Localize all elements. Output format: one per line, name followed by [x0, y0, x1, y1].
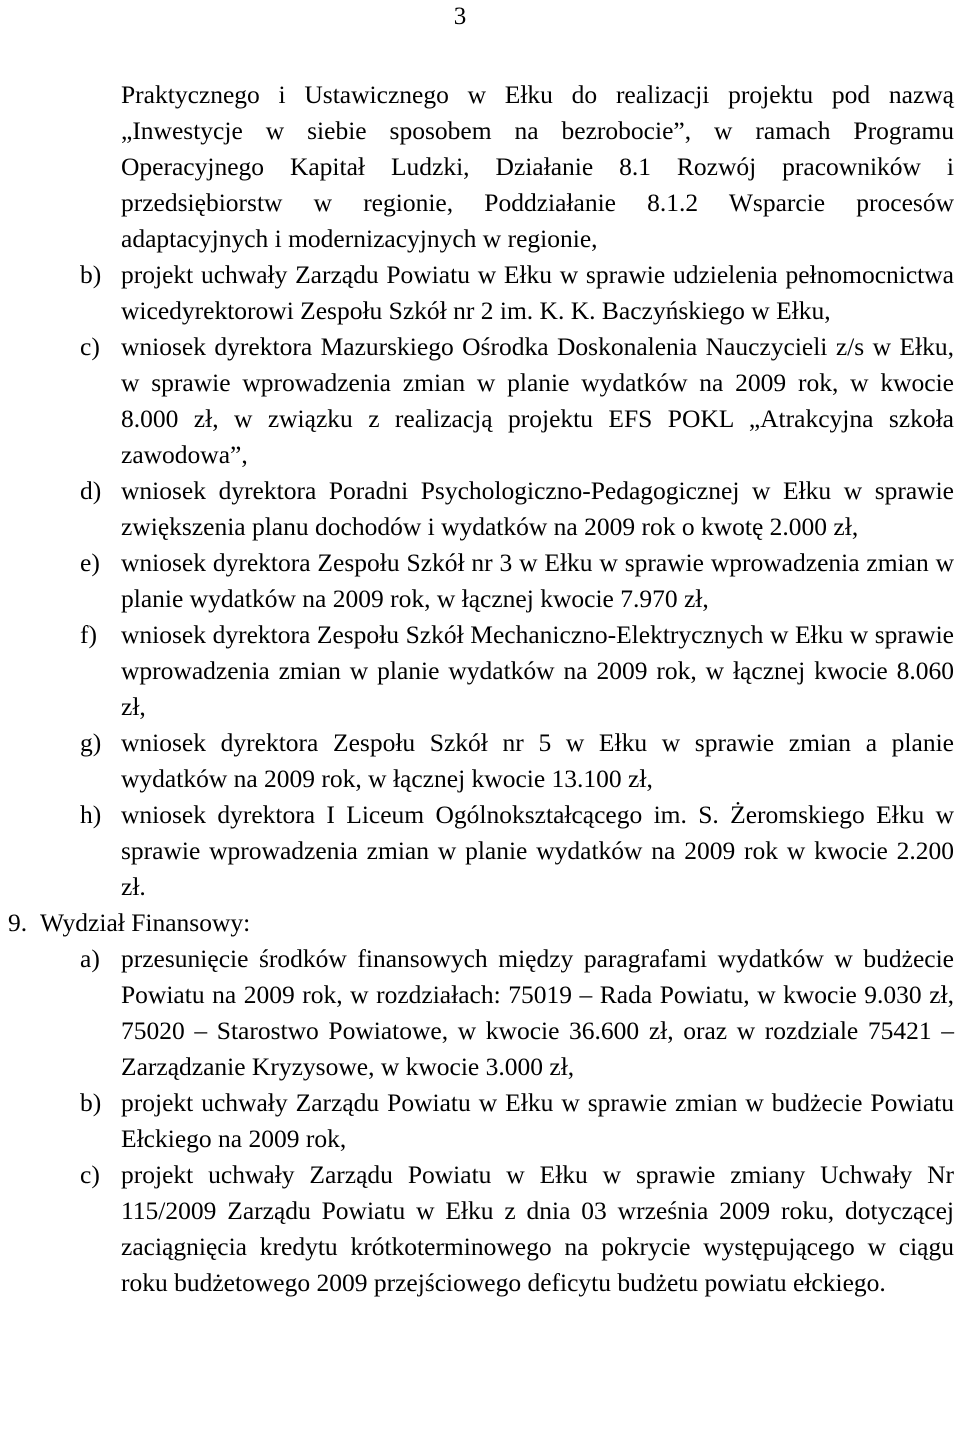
list-marker: e) — [80, 548, 100, 577]
list-section-9 — [0, 941, 960, 1301]
list-item-text: projekt uchwały Zarządu Powiatu w Ełku w sprawie zmiany Uchwały Nr 115/2009 Zarządu Powiatu w Ełku z dnia 03 września 2009 roku, dotyczącej zaciągnięcia kredytu krótkoterminowego na pokrycie występującego w ciągu roku budżetowego 2009 przejściowego deficytu budżetu powiatu ełckiego. — [121, 1160, 954, 1297]
list-item-8c — [0, 329, 960, 473]
list-marker: f) — [80, 620, 97, 649]
list-item-text: wniosek dyrektora Mazurskiego Ośrodka Doskonalenia Nauczycieli z/s w Ełku, w sprawie wprowadzenia zmian w planie wydatków na 2009 rok, w kwocie 8.000 zł, w związku z realizacją projektu EFS POKL „Atrakcyjna szkoła zawodowa”, — [121, 332, 954, 469]
list-marker: d) — [80, 476, 102, 505]
list-item-text: wniosek dyrektora Zespołu Szkół nr 3 w Ełku w sprawie wprowadzenia zmian w planie wydatków na 2009 rok, w łącznej kwocie 7.970 zł, — [121, 548, 954, 613]
list-section-8 — [0, 257, 960, 905]
lead-paragraph: Praktycznego i Ustawicznego w Ełku do realizacji projektu pod nazwą „Inwestycje w siebie sposobem na bezrobocie”, w ramach Programu Operacyjnego Kapitał Ludzki, Działanie 8.1 Rozwój pracowników i przedsiębiorstw w regionie, Poddziałanie 8.1.2 Wsparcie procesów adaptacyjnych i modernizacyjnych w regionie, — [121, 80, 954, 253]
list-item-8h — [0, 797, 960, 905]
list-item-8d — [0, 473, 960, 545]
list-marker: b) — [80, 260, 102, 289]
list-item-text: wniosek dyrektora I Liceum Ogólnokształcącego im. S. Żeromskiego Ełku w sprawie wprowadzenia zmian w planie wydatków na 2009 rok w kwocie 2.200 zł. — [121, 800, 954, 901]
document-body — [0, 77, 960, 1301]
list-marker: c) — [80, 332, 100, 361]
list-item-text: projekt uchwały Zarządu Powiatu w Ełku w sprawie zmian w budżecie Powiatu Ełckiego na 2009 rok, — [121, 1088, 954, 1153]
list-item-9b — [0, 1085, 960, 1157]
section-title: Wydział Finansowy: — [40, 908, 251, 937]
list-item-8f — [0, 617, 960, 725]
list-marker: g) — [80, 728, 102, 757]
list-item-8e — [0, 545, 960, 617]
list-marker: b) — [80, 1088, 102, 1117]
list-item-9c — [0, 1157, 960, 1301]
page-number: 3 — [453, 3, 467, 30]
list-marker: h) — [80, 800, 102, 829]
list-item-text: wniosek dyrektora Zespołu Szkół Mechaniczno-Elektrycznych w Ełku w sprawie wprowadzenia zmian w planie wydatków na 2009 rok, w łącznej kwocie 8.060 zł, — [121, 620, 954, 721]
list-item-8b — [0, 257, 960, 329]
section-number: 9. — [8, 908, 28, 937]
list-item-8g — [0, 725, 960, 797]
list-item-text: wniosek dyrektora Zespołu Szkół nr 5 w Ełku w sprawie zmian a planie wydatków na 2009 rok, w łącznej kwocie 13.100 zł, — [121, 728, 954, 793]
list-marker: a) — [80, 944, 100, 973]
list-item-text: przesunięcie środków finansowych między paragrafami wydatków w budżecie Powiatu na 2009 rok, w rozdziałach: 75019 – Rada Powiatu, w kwocie 9.030 zł, 75020 – Starostwo Powiatowe, w kwocie 36.600 zł, oraz w rozdziale 75421 – Zarządzanie Kryzysowe, w kwocie 3.000 zł, — [121, 944, 954, 1081]
list-item-9a — [0, 941, 960, 1085]
list-marker: c) — [80, 1160, 100, 1189]
section-9-heading — [0, 905, 960, 941]
list-item-text: projekt uchwały Zarządu Powiatu w Ełku w sprawie udzielenia pełnomocnictwa wicedyrektorowi Zespołu Szkół nr 2 im. K. K. Baczyńskiego w Ełku, — [121, 260, 954, 325]
list-item-text: wniosek dyrektora Poradni Psychologiczno-Pedagogicznej w Ełku w sprawie zwiększenia planu dochodów i wydatków na 2009 rok o kwotę 2.000 zł, — [121, 476, 954, 541]
